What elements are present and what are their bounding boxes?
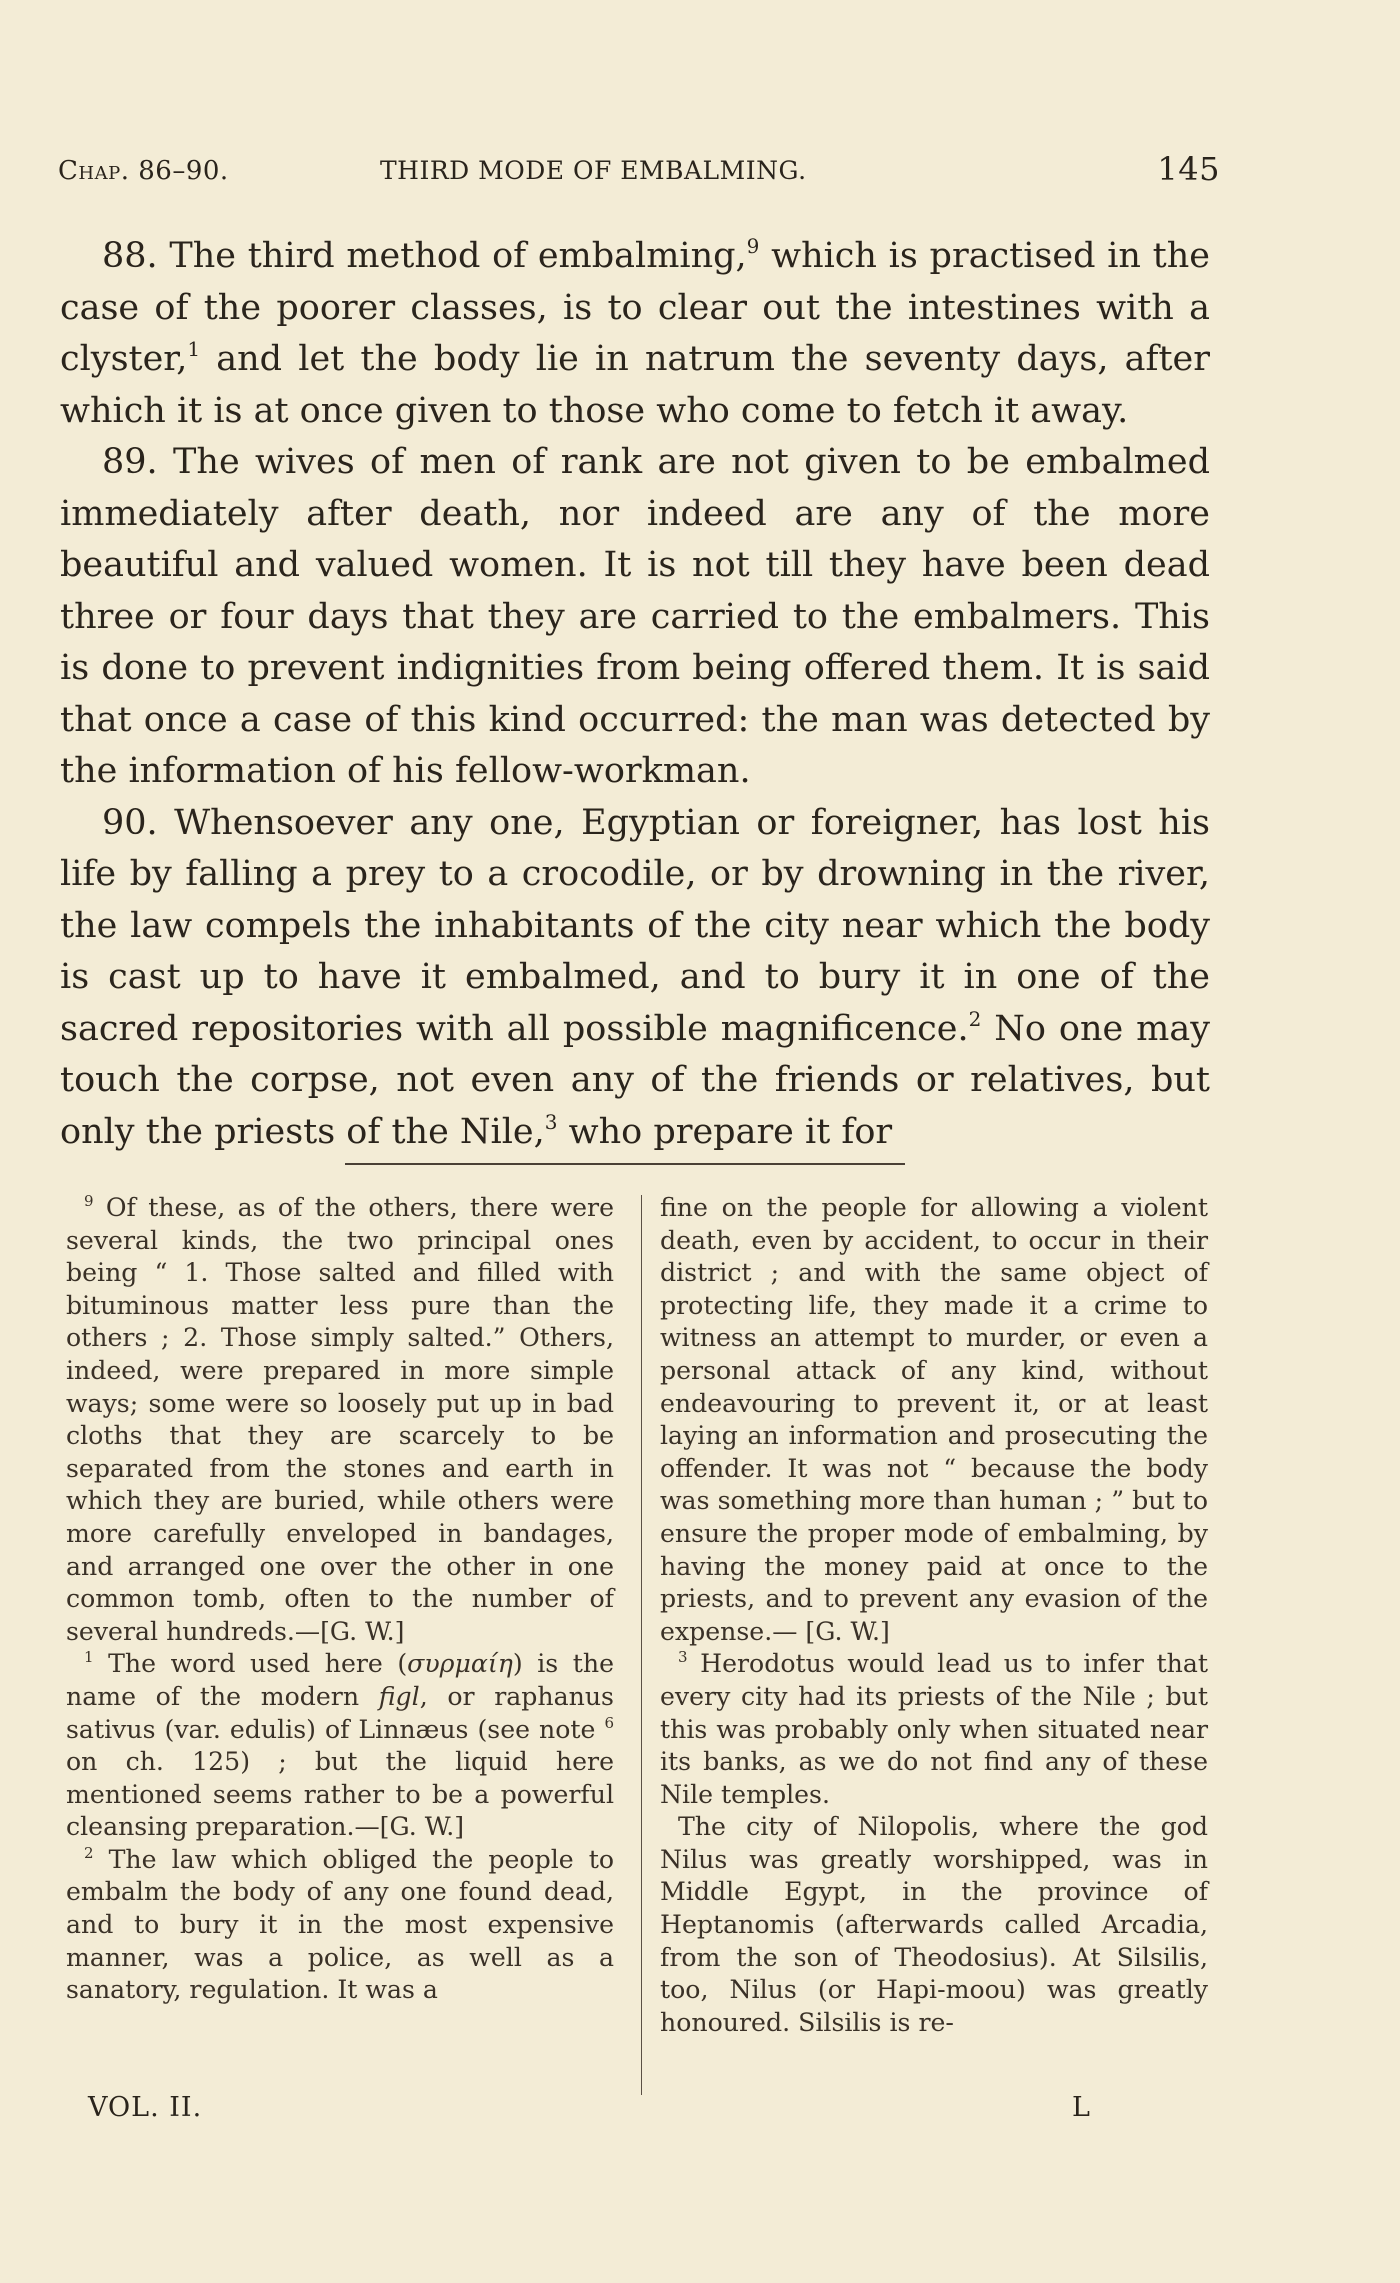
footnote-2-continued: fine on the people for allowing a violent death, even by accident, to occur in their district ; and with the same object of protecting life, they made it a crime to witness an attempt to murder, or even a personal attack of any kind, without endeavouring to prevent it, or at least laying an information and prosecuting the offender. It was not “ because the body was something more than human ; ” but to ensure the proper mode of embalming, by having the money paid at once to the priests, and to prevent any evasion of the expense.— [G. W.] [660, 1193, 1208, 1646]
footnote-3-paragraph-2: The city of Nilopolis, where the god Nilus was greatly worshipped, was in Middle Egypt, in the province of Heptanomis (afterwards called Arcadia, from the son of Theodosius). At Silsilis, too, Nilus (or Hapi-moou) was greatly honoured. Silsilis is re- [660, 1812, 1208, 2037]
footnote-9: $^9$ Of these, as of the others, there were several kinds, the two principal ones being “ 1. Those salted and filled with bituminous matter less pure than the others ; 2. Those simply salted.” Others, indeed, were prepared in more simple ways; some were so loosely put up in bad cloths that they are scarcely to be separated from the stones and earth in which they are buried, while others were more carefully enveloped in bandages, and arranged one over the other in one common tomb, often to the number of several hundreds.—[G. W.] [66, 1192, 614, 1646]
footnotes-left-column [66, 1192, 614, 2007]
greek-word: συρμαίη [407, 1649, 513, 1679]
footnote-1: $^1$ The word used here (συρμαίη) is the name of the modern figl, or raphanus sativus (var. edulis) of Linnæus (see note $^6$ on ch. 125) ; but the liquid here mentioned seems rather to be a powerful cleansing preparation.—[G. W.] [66, 1648, 614, 1842]
footnote-3: $^3$ Herodotus would lead us to infer that every city had its priests of the Nile ; but this was probably only when situated near its banks, as we do not find any of these Nile temples. [660, 1648, 1208, 1809]
footnotes-right-column [660, 1192, 1208, 2039]
paragraph-89: 89. The wives of men of rank are not given to be embalmed immediately after death, nor indeed are any of the more beautiful and valued women. It is not till they have been dead three or four days that they are carried to the embalmers. This is done to prevent indignities from being offered them. It is said that once a case of this kind occurred: the man was detected by the information of his fellow-workman. [60, 442, 1210, 791]
paragraph-88: 88. The third method of embalming,$^9$ which is practised in the case of the poorer classes, is to clear out the intestines with a clyster,$^1$ and let the body lie in natrum the seventy days, after which it is at once given to those who come to fetch it away. [60, 234, 1210, 431]
footnote-2: $^2$ The law which obliged the people to embalm the body of any one found dead, and to bury it in the most expensive manner, was a police, as well as a sanatory, regulation. It was a [66, 1843, 614, 2005]
column-divider [641, 1195, 642, 2095]
footnote-ref: 1 [187, 337, 201, 361]
paragraph-90: 90. Whensoever any one, Egyptian or foreigner, has lost his life by falling a prey to a crocodile, or by drowning in the river, the law compels the inhabitants of the city near which the body is cast up to have it embalmed, and to bury it in one of the sacred repositories with all possible magnificence.$^2$ No one may touch the corpse, not even any of the friends or relatives, but only the priests of the Nile,$^3$ who prepare it for [60, 802, 1210, 1152]
footnote-ref: 9 [746, 234, 760, 258]
footnote-divider [345, 1163, 905, 1165]
footnote-ref: 3 [544, 1109, 558, 1134]
volume-label: VOL. II. [88, 2092, 203, 2123]
page-number: 145 [1157, 150, 1220, 188]
running-header [58, 150, 1220, 190]
running-title: THIRD MODE OF EMBALMING. [380, 156, 807, 185]
signature-mark: L [1072, 2092, 1090, 2123]
chapter-range: Chap. 86–90. [58, 156, 229, 186]
main-text [60, 231, 1210, 1158]
footnote-ref: 2 [968, 1006, 982, 1031]
